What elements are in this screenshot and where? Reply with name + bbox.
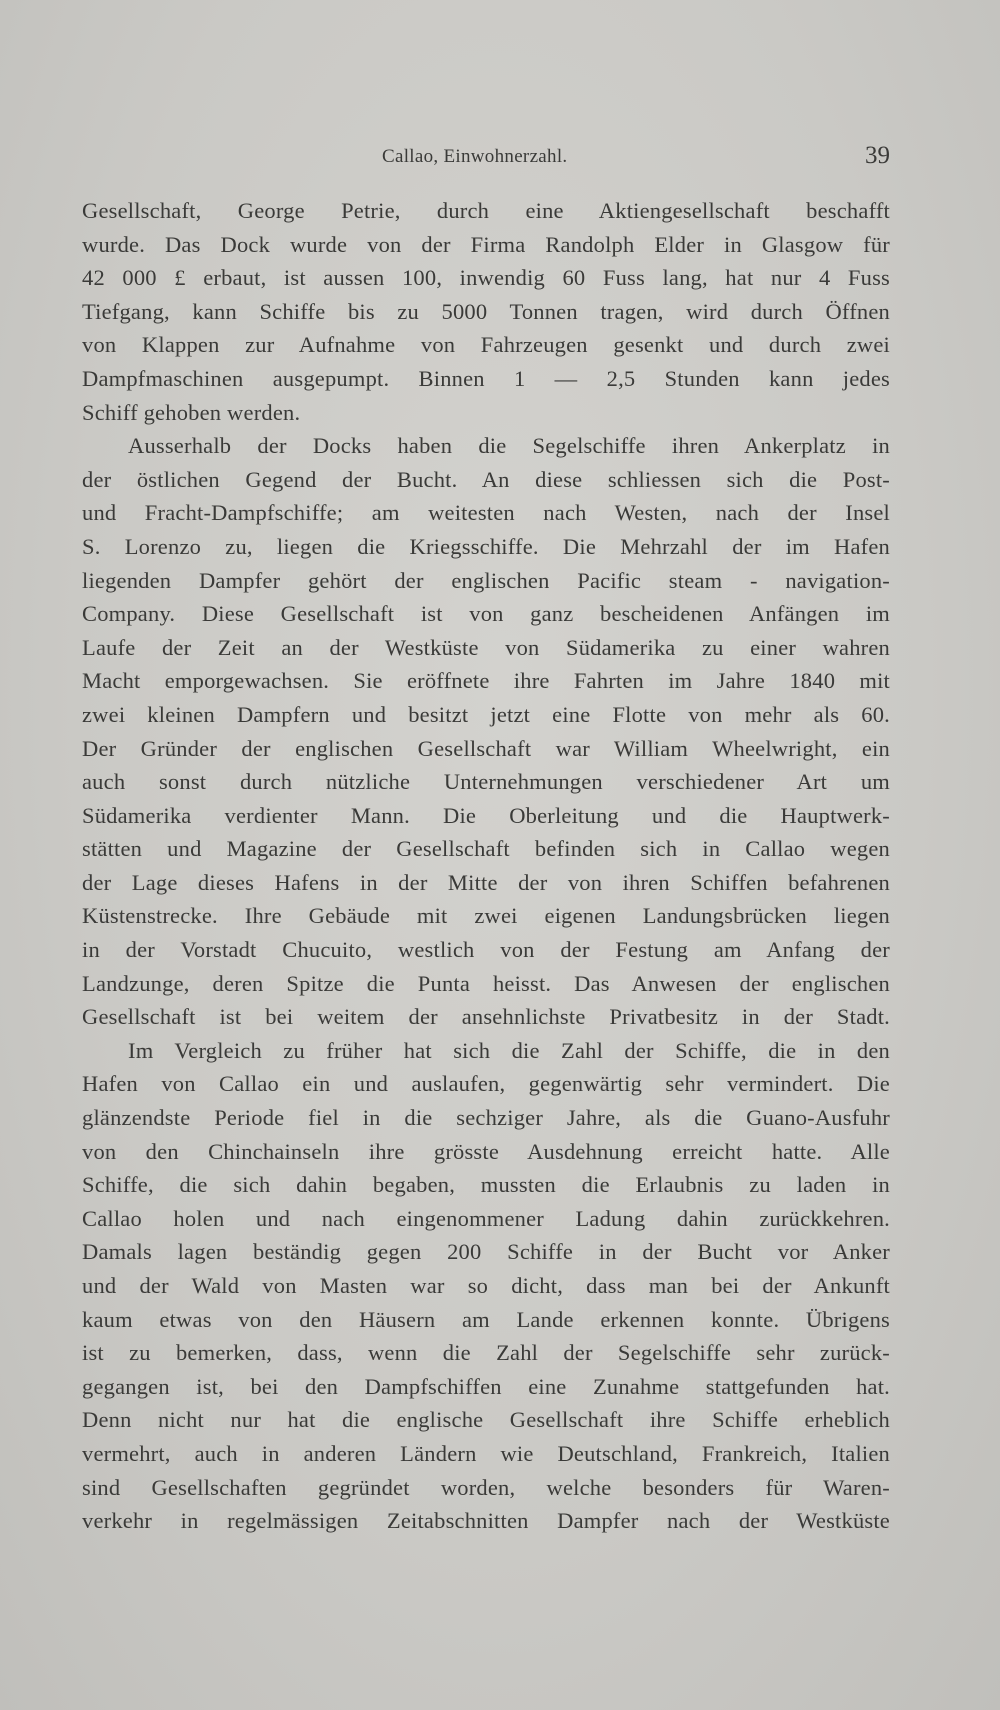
text-line: von Klappen zur Aufnahme von Fahrzeugen gesenkt und durch zwei bbox=[82, 332, 890, 358]
text-line: ist zu bemerken, dass, wenn die Zahl der Segelschiffe sehr zurück- bbox=[82, 1340, 890, 1366]
text-line: sind Gesellschaften gegründet worden, welche besonders für Waren- bbox=[82, 1474, 890, 1500]
text-line: S. Lorenzo zu, liegen die Kriegsschiffe. Die Mehrzahl der im Hafen bbox=[82, 533, 890, 559]
text-line: Dampfmaschinen ausgepumpt. Binnen 1 — 2,5 Stunden kann jedes bbox=[82, 365, 890, 391]
text-line: Landzunge, deren Spitze die Punta heisst. Das Anwesen der englischen bbox=[82, 970, 890, 996]
text-line: der östlichen Gegend der Bucht. An diese schliessen sich die Post- bbox=[82, 466, 890, 492]
text-line: und Fracht-Dampfschiffe; am weitesten nach Westen, nach der Insel bbox=[82, 500, 890, 526]
text-line: Damals lagen beständig gegen 200 Schiffe in der Bucht vor Anker bbox=[82, 1239, 890, 1265]
text-line: Macht emporgewachsen. Sie eröffnete ihre Fahrten im Jahre 1840 mit bbox=[82, 668, 890, 694]
text-line: vermehrt, auch in anderen Ländern wie Deutschland, Frankreich, Italien bbox=[82, 1440, 890, 1466]
text-line: von den Chinchainseln ihre grösste Ausdehnung erreicht hatte. Alle bbox=[82, 1138, 890, 1164]
text-line: gegangen ist, bei den Dampfschiffen eine Zunahme stattgefunden hat. bbox=[82, 1373, 890, 1399]
text-line: liegenden Dampfer gehört der englischen Pacific steam - navigation- bbox=[82, 567, 890, 593]
text-line: Südamerika verdienter Mann. Die Oberleitung und die Hauptwerk- bbox=[82, 802, 890, 828]
page-number: 39 bbox=[865, 142, 890, 169]
text-line: Im Vergleich zu früher hat sich die Zahl der Schiffe, die in den bbox=[128, 1037, 890, 1063]
text-line: 42 000 £ erbaut, ist aussen 100, inwendig 60 Fuss lang, hat nur 4 Fuss bbox=[82, 265, 890, 291]
text-line: verkehr in regelmässigen Zeitabschnitten Dampfer nach der Westküste bbox=[82, 1508, 890, 1534]
text-line: Tiefgang, kann Schiffe bis zu 5000 Tonnen tragen, wird durch Öffnen bbox=[82, 298, 890, 324]
page-header bbox=[82, 142, 890, 178]
text-line: Callao holen und nach eingenommener Ladung dahin zurückkehren. bbox=[82, 1205, 890, 1231]
text-line: glänzendste Periode fiel in die sechziger Jahre, als die Guano-Ausfuhr bbox=[82, 1105, 890, 1131]
running-title: Callao, Einwohnerzahl. bbox=[382, 146, 568, 167]
text-line: Der Gründer der englischen Gesellschaft war William Wheelwright, ein bbox=[82, 735, 890, 761]
text-line: Küstenstrecke. Ihre Gebäude mit zwei eigenen Landungsbrücken liegen bbox=[82, 903, 890, 929]
text-line: Denn nicht nur hat die englische Gesellschaft ihre Schiffe erheblich bbox=[82, 1407, 890, 1433]
text-line: und der Wald von Masten war so dicht, dass man bei der Ankunft bbox=[82, 1273, 890, 1298]
text-line: Ausserhalb der Docks haben die Segelschiffe ihren Ankerplatz in bbox=[128, 433, 890, 459]
text-line: stätten und Magazine der Gesellschaft befinden sich in Callao wegen bbox=[82, 836, 890, 862]
text-line: Hafen von Callao ein und auslaufen, gegenwärtig sehr vermindert. Die bbox=[82, 1071, 890, 1097]
text-line: Schiffe, die sich dahin begaben, mussten die Erlaubnis zu laden in bbox=[82, 1172, 890, 1198]
text-line: Schiff gehoben werden. bbox=[82, 399, 301, 425]
text-line: auch sonst durch nützliche Unternehmungen verschiedener Art um bbox=[82, 769, 890, 795]
text-line: in der Vorstadt Chucuito, westlich von der Festung am Anfang der bbox=[82, 937, 890, 963]
text-line: Company. Diese Gesellschaft ist von ganz bescheidenen Anfängen im bbox=[82, 601, 890, 627]
text-line: der Lage dieses Hafens in der Mitte der von ihren Schiffen befahrenen bbox=[82, 869, 890, 895]
text-line: wurde. Das Dock wurde von der Firma Randolph Elder in Glasgow für bbox=[82, 231, 890, 257]
text-line: kaum etwas von den Häusern am Lande erkennen konnte. Übrigens bbox=[82, 1306, 890, 1332]
text-line: Gesellschaft, George Petrie, durch eine Aktiengesellschaft beschafft bbox=[82, 198, 890, 223]
body-text bbox=[82, 194, 890, 1538]
text-line: Laufe der Zeit an der Westküste von Südamerika zu einer wahren bbox=[82, 634, 890, 660]
text-line: Gesellschaft ist bei weitem der ansehnlichste Privatbesitz in der Stadt. bbox=[82, 1004, 890, 1030]
text-line: zwei kleinen Dampfern und besitzt jetzt eine Flotte von mehr als 60. bbox=[82, 701, 890, 727]
